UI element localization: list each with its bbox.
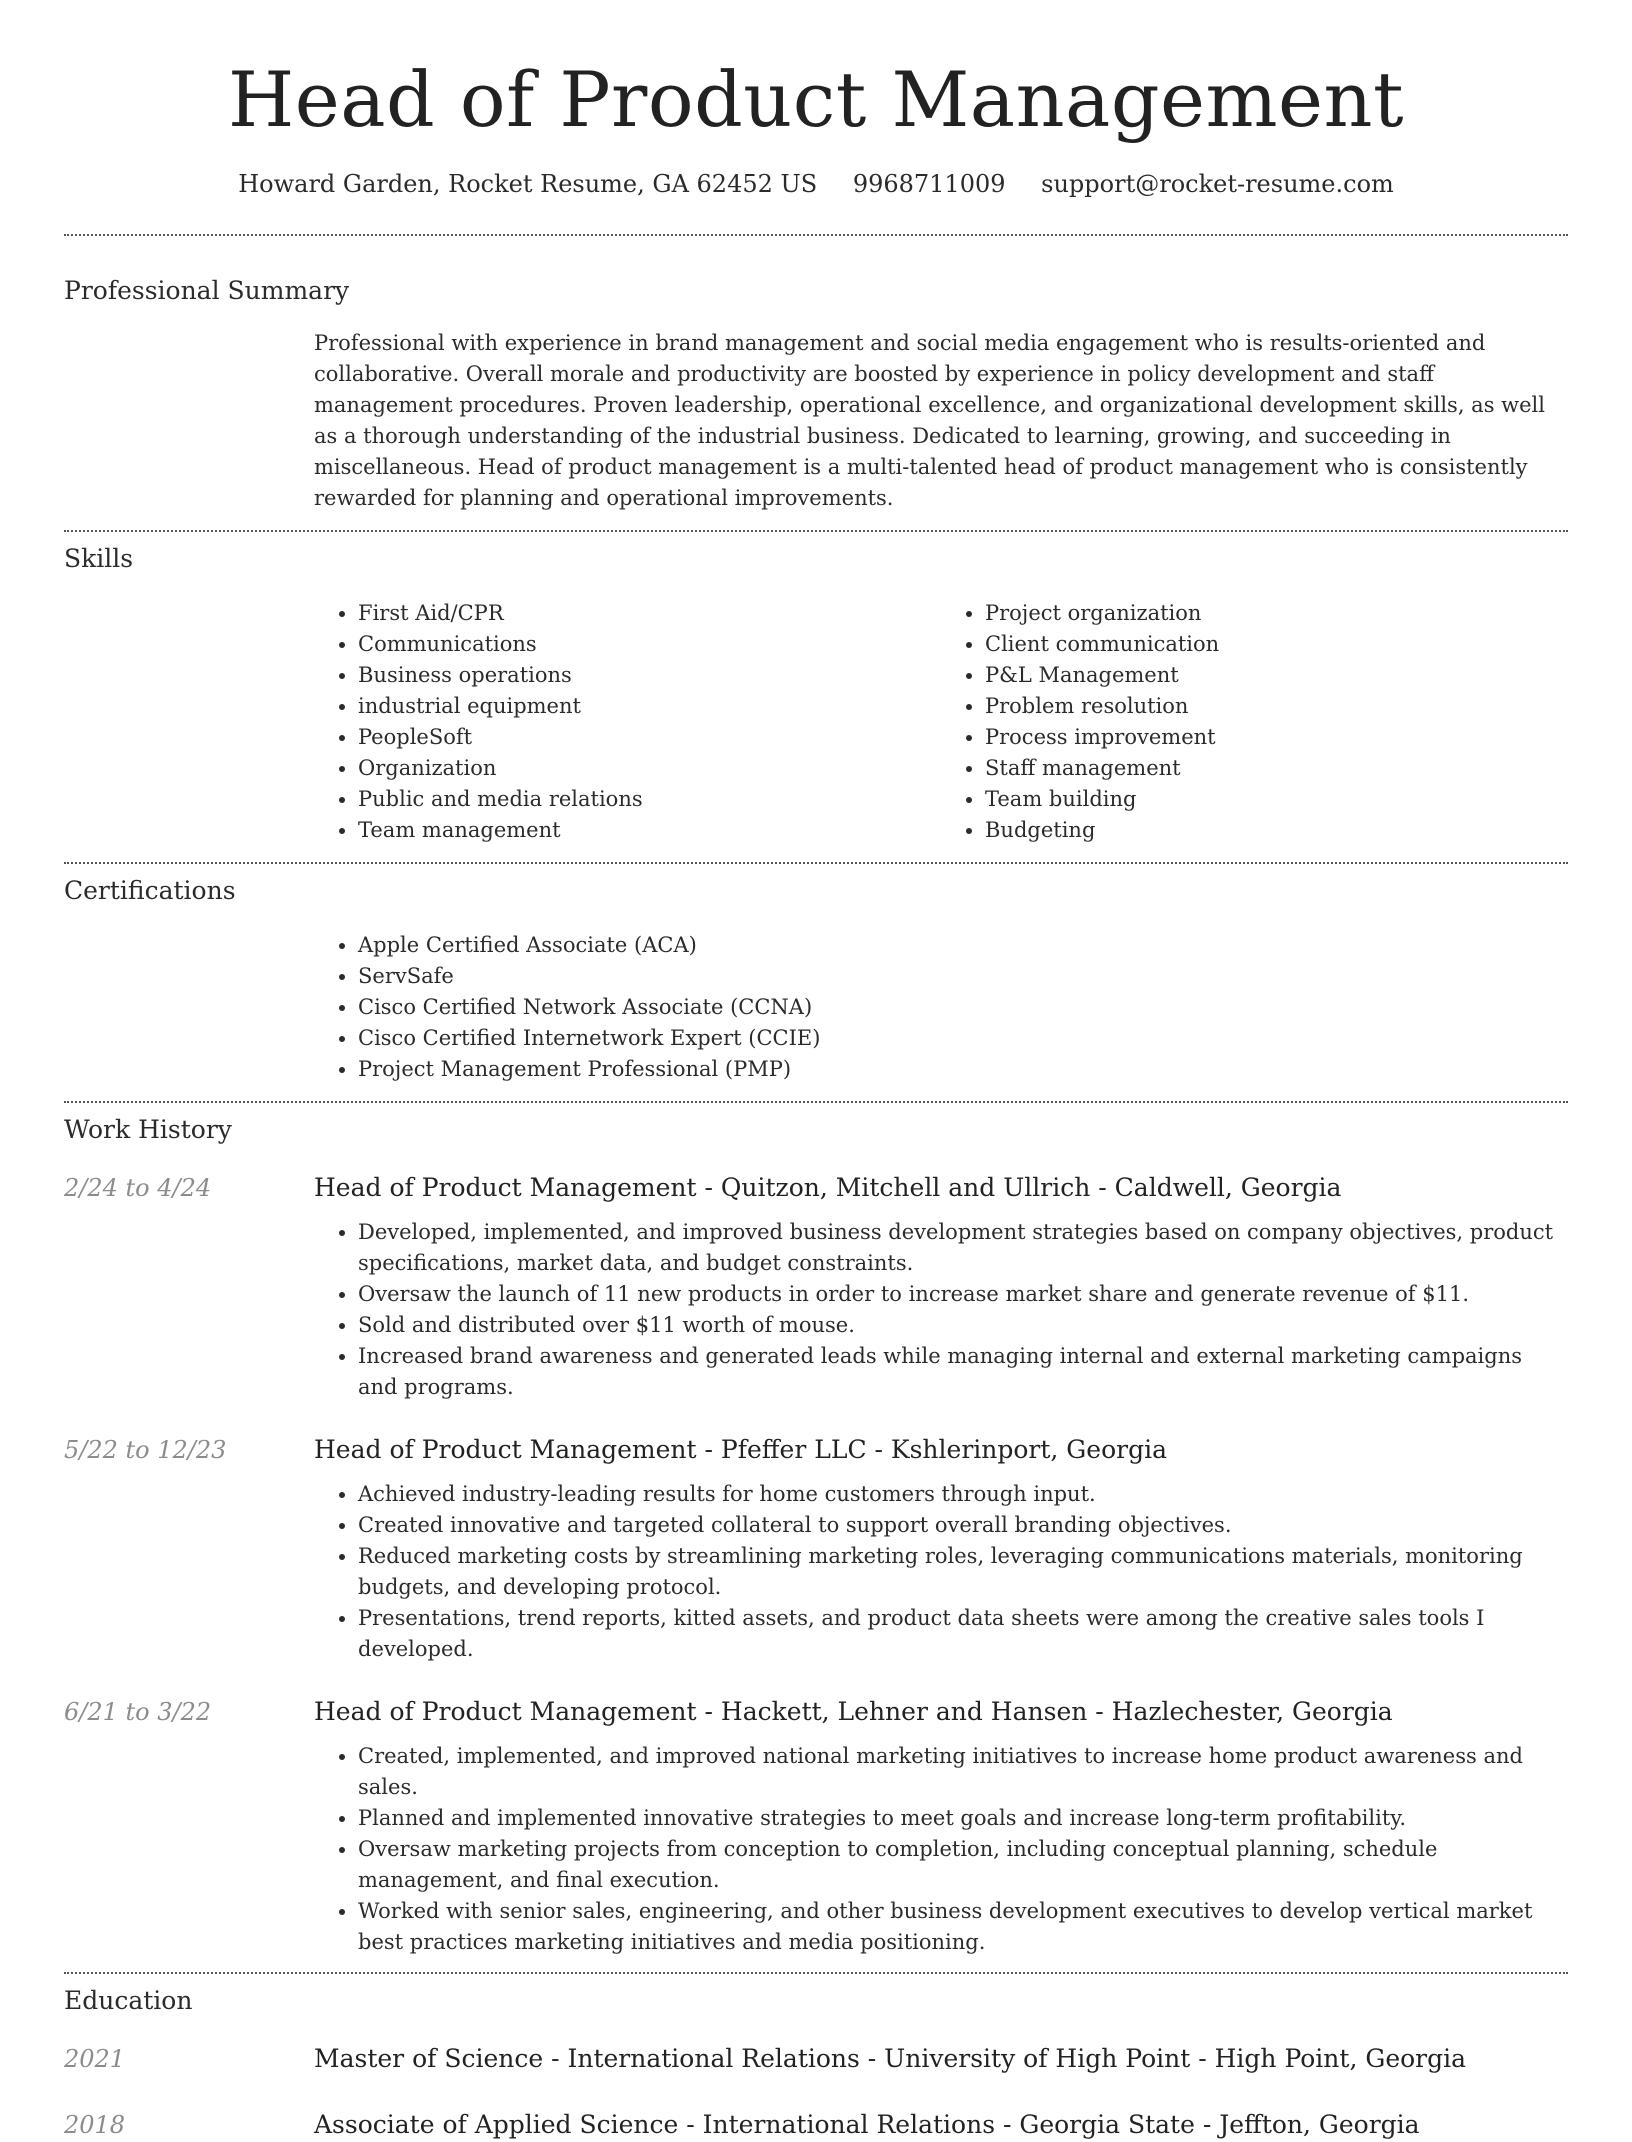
education-heading-line: Master of Science - International Relations - University of High Point - High Point, Georgia [314, 2044, 1467, 2073]
job-bullet: • Increased brand awareness and generated leads while managing internal and external marketing campaigns and programs. [358, 1341, 1568, 1403]
work-history-heading: Work History [64, 1115, 232, 1144]
contact-line [64, 168, 1568, 200]
resume-header [64, 0, 1568, 200]
summary-heading: Professional Summary [64, 276, 350, 305]
job-entry [64, 1171, 1568, 1403]
job-date: 6/21 to 3/22 [64, 1698, 212, 1726]
skill-item: • Public and media relations [358, 784, 941, 815]
job-bullet: • Presentations, trend reports, kitted assets, and product data sheets were among the creative sales tools I developed. [358, 1603, 1568, 1665]
job-date: 5/22 to 12/23 [64, 1436, 227, 1464]
skill-item: • Staff management [985, 753, 1568, 784]
job-bullet: • Oversaw marketing projects from conception to completion, including conceptual planning, schedule management, and final execution. [358, 1834, 1568, 1896]
skill-item: • Problem resolution [985, 691, 1568, 722]
contact-phone: 9968711009 [852, 170, 1006, 198]
education-section [64, 1984, 1568, 2142]
job-bullet: • Achieved industry-leading results for home customers through input. [358, 1479, 1568, 1510]
skill-item: • PeopleSoft [358, 722, 941, 753]
job-entry [64, 1433, 1568, 1665]
certification-item: • ServSafe [358, 961, 1568, 992]
skill-item: • Budgeting [985, 815, 1568, 846]
skill-item: • Team building [985, 784, 1568, 815]
resume-title: Head of Product Management [227, 55, 1405, 144]
job-bullet: • Developed, implemented, and improved business development strategies based on company objectives, product specifications, market data, and budget constraints. [358, 1217, 1568, 1279]
section-divider [64, 862, 1568, 864]
certifications-list-wrapper [314, 930, 1568, 1085]
skill-item: • Team management [358, 815, 941, 846]
skill-item: • industrial equipment [358, 691, 941, 722]
job-heading: Head of Product Management - Quitzon, Mitchell and Ullrich - Caldwell, Georgia [314, 1173, 1342, 1202]
education-entry [64, 2108, 1568, 2142]
skills-section [64, 542, 1568, 846]
skill-item: • Client communication [985, 629, 1568, 660]
job-details [314, 1171, 1568, 1403]
certifications-heading: Certifications [64, 876, 236, 905]
job-heading: Head of Product Management - Hackett, Lehner and Hansen - Hazlechester, Georgia [314, 1697, 1393, 1726]
certification-item: • Cisco Certified Network Associate (CCNA) [358, 992, 1568, 1023]
skill-item: • Organization [358, 753, 941, 784]
job-entry [64, 1695, 1568, 1958]
job-bullet: • Sold and distributed over $11 worth of mouse. [358, 1310, 1568, 1341]
job-bullet: • Oversaw the launch of 11 new products in order to increase market share and generate revenue of $11. [358, 1279, 1568, 1310]
skill-item: • Communications [358, 629, 941, 660]
skill-item: • Project organization [985, 598, 1568, 629]
certification-item: • Cisco Certified Internetwork Expert (CCIE) [358, 1023, 1568, 1054]
job-date: 2/24 to 4/24 [64, 1174, 212, 1202]
summary-section [64, 274, 1568, 514]
skill-item: • P&L Management [985, 660, 1568, 691]
education-heading: Education [64, 1986, 193, 2015]
education-heading-line: Associate of Applied Science - International Relations - Georgia State - Jeffton, Georgia [314, 2110, 1420, 2139]
skill-item: • Process improvement [985, 722, 1568, 753]
job-bullet: • Created innovative and targeted collateral to support overall branding objectives. [358, 1510, 1568, 1541]
section-divider [64, 234, 1568, 236]
job-details [314, 1433, 1568, 1665]
contact-address: Howard Garden, Rocket Resume, GA 62452 US [238, 170, 818, 198]
job-bullet: • Planned and implemented innovative strategies to meet goals and increase long-term profitability. [358, 1803, 1568, 1834]
certification-item: • Apple Certified Associate (ACA) [358, 930, 1568, 961]
skills-list-right [941, 598, 1568, 846]
education-date: 2018 [64, 2111, 126, 2139]
job-bullet: • Reduced marketing costs by streamlining marketing roles, leveraging communications materials, monitoring budgets, and developing protocol. [358, 1541, 1568, 1603]
skills-list-left [314, 598, 941, 846]
summary-text: Professional with experience in brand management and social media engagement who is results-oriented and collaborative. Overall morale and productivity are boosted by experience in policy development and staff management procedures. Proven leadership, operational excellence, and organizational development skills, as well as a thorough understanding of the industrial business. Dedicated to learning, growing, and succeeding in miscellaneous. Head of product management is a multi-talented head of product management who is consistently rewarded for planning and operational improvements. [314, 331, 1545, 510]
work-history-section [64, 1113, 1568, 1958]
job-details [314, 1695, 1568, 1958]
job-bullet: • Worked with senior sales, engineering, and other business development executives to develop vertical market best practices marketing initiatives and media positioning. [358, 1896, 1568, 1958]
certifications-section [64, 874, 1568, 1085]
section-divider [64, 1972, 1568, 1974]
education-date: 2021 [64, 2045, 126, 2073]
section-divider [64, 530, 1568, 532]
job-bullets [314, 1479, 1568, 1665]
job-bullet: • Created, implemented, and improved national marketing initiatives to increase home product awareness and sales. [358, 1741, 1568, 1803]
job-heading: Head of Product Management - Pfeffer LLC - Kshlerinport, Georgia [314, 1435, 1167, 1464]
contact-email: support@rocket-resume.com [1041, 170, 1394, 198]
skill-item: • Business operations [358, 660, 941, 691]
skills-heading: Skills [64, 544, 134, 573]
job-bullets [314, 1217, 1568, 1403]
certification-item: • Project Management Professional (PMP) [358, 1054, 1568, 1085]
certifications-list [314, 930, 1568, 1085]
education-entry [64, 2042, 1568, 2076]
skill-item: • First Aid/CPR [358, 598, 941, 629]
section-divider [64, 1101, 1568, 1103]
job-bullets [314, 1741, 1568, 1958]
skills-columns [314, 598, 1568, 846]
